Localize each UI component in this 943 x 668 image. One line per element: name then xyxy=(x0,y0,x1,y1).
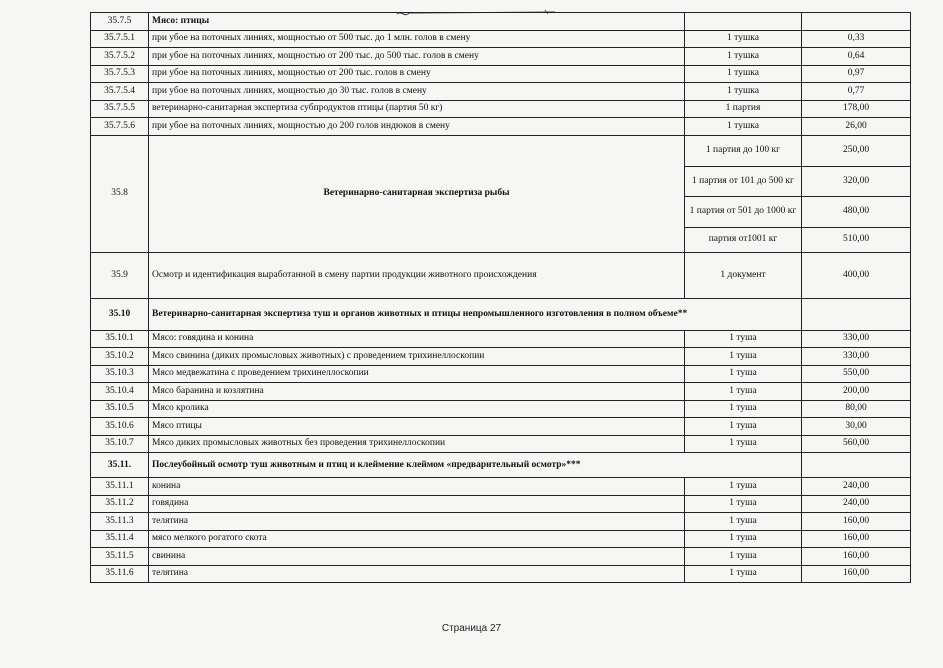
table-row xyxy=(91,565,911,583)
item-code: 35.7.5.5 xyxy=(91,100,149,118)
table-row xyxy=(91,513,911,531)
item-code: 35.11.1 xyxy=(91,478,149,496)
item-price: 178,00 xyxy=(802,100,911,118)
table-row xyxy=(91,348,911,366)
table-row xyxy=(91,83,911,101)
item-unit: 1 туша xyxy=(685,348,802,366)
item-description: ветеринарно-санитарная экспертиза субпродуктов птицы (партия 50 кг) xyxy=(149,100,685,118)
item-code: 35.10.1 xyxy=(91,330,149,348)
item-code: 35.11.4 xyxy=(91,530,149,548)
item-code: 35.11.3 xyxy=(91,513,149,531)
item-price: 330,00 xyxy=(802,348,911,366)
section-title: Послеубойный осмотр туш животным и птиц и клеймение клеймом «предварительный осмотр»*** xyxy=(149,453,802,478)
item-price: 0,97 xyxy=(802,65,911,83)
item-price: 240,00 xyxy=(802,495,911,513)
item-unit: 1 туша xyxy=(685,495,802,513)
item-code: 35.11.2 xyxy=(91,495,149,513)
item-code: 35.10.7 xyxy=(91,435,149,453)
item-unit: 1 тушка xyxy=(685,118,802,136)
page-number: Страница 27 xyxy=(441,623,502,634)
item-description: при убое на поточных линиях, мощностью от 200 тыс. до 500 тыс. голов в смену xyxy=(149,48,685,66)
table-row xyxy=(91,400,911,418)
item-description: Мясо баранина и козлятина xyxy=(149,383,685,401)
item-unit: 1 туша xyxy=(685,435,802,453)
table-row xyxy=(91,435,911,453)
item-unit: 1 туша xyxy=(685,330,802,348)
item-description: свинина xyxy=(149,548,685,566)
item-price: 510,00 xyxy=(802,227,911,252)
item-description: Ветеринарно-санитарная экспертиза рыбы xyxy=(149,135,685,252)
item-unit: 1 тушка xyxy=(685,65,802,83)
item-description: при убое на поточных линиях, мощностью от 200 тыс. голов в смену xyxy=(149,65,685,83)
item-unit: 1 туша xyxy=(685,548,802,566)
table-row xyxy=(91,383,911,401)
price-table xyxy=(90,12,911,583)
item-description: при убое на поточных линиях, мощностью до 200 голов индюков в смену xyxy=(149,118,685,136)
item-description: Мясо птицы xyxy=(149,418,685,436)
item-price: 0,64 xyxy=(802,48,911,66)
item-description: Осмотр и идентификация выработанной в смену партии продукции животного происхождения xyxy=(149,252,685,298)
item-code: 35.8 xyxy=(91,135,149,252)
table-row xyxy=(91,118,911,136)
item-price: 550,00 xyxy=(802,365,911,383)
item-price: 240,00 xyxy=(802,478,911,496)
item-description: телятина xyxy=(149,513,685,531)
item-unit: 1 партия от 101 до 500 кг xyxy=(685,166,802,196)
item-description: говядина xyxy=(149,495,685,513)
section-title: Ветеринарно-санитарная экспертиза туш и органов животных и птицы непромышленного изготовления в полном объеме** xyxy=(149,298,802,330)
item-price: 250,00 xyxy=(802,135,911,166)
empty-cell xyxy=(802,298,911,330)
item-price: 400,00 xyxy=(802,252,911,298)
item-unit: 1 тушка xyxy=(685,83,802,101)
item-price: 200,00 xyxy=(802,383,911,401)
table-row xyxy=(91,330,911,348)
item-unit: 1 партия до 100 кг xyxy=(685,135,802,166)
empty-cell xyxy=(802,453,911,478)
item-code: 35.10.4 xyxy=(91,383,149,401)
table-row xyxy=(91,495,911,513)
item-price: 160,00 xyxy=(802,548,911,566)
item-description: Мясо: птицы xyxy=(149,13,685,31)
table-row xyxy=(91,548,911,566)
table-row xyxy=(91,30,911,48)
table-row xyxy=(91,100,911,118)
item-code: 35.11.5 xyxy=(91,548,149,566)
item-description: Мясо кролика xyxy=(149,400,685,418)
item-description: мясо мелкого рогатого скота xyxy=(149,530,685,548)
table-row xyxy=(91,65,911,83)
item-unit: 1 партия xyxy=(685,100,802,118)
item-code: 35.10.3 xyxy=(91,365,149,383)
item-price: 320,00 xyxy=(802,166,911,196)
table-row xyxy=(91,365,911,383)
item-description: при убое на поточных линиях, мощностью до 30 тыс. голов в смену xyxy=(149,83,685,101)
item-price: 480,00 xyxy=(802,196,911,227)
item-unit: 1 тушка xyxy=(685,48,802,66)
table-row xyxy=(91,135,911,166)
table-row xyxy=(91,252,911,298)
item-price xyxy=(802,13,911,31)
item-unit: партия от1001 кг xyxy=(685,227,802,252)
table-row xyxy=(91,13,911,31)
item-code: 35.10.5 xyxy=(91,400,149,418)
item-code: 35.7.5.2 xyxy=(91,48,149,66)
item-price: 80,00 xyxy=(802,400,911,418)
item-description: телятина xyxy=(149,565,685,583)
item-description: Мясо диких промысловых животных без проведения трихинеллоскопии xyxy=(149,435,685,453)
item-code: 35.10.6 xyxy=(91,418,149,436)
item-code: 35.7.5.1 xyxy=(91,30,149,48)
item-unit: 1 туша xyxy=(685,400,802,418)
table-row xyxy=(91,478,911,496)
item-unit: 1 туша xyxy=(685,478,802,496)
item-unit: 1 туша xyxy=(685,530,802,548)
item-description: при убое на поточных линиях, мощностью от 500 тыс. до 1 млн. голов в смену xyxy=(149,30,685,48)
item-code: 35.9 xyxy=(91,252,149,298)
item-code: 35.7.5.6 xyxy=(91,118,149,136)
item-price: 160,00 xyxy=(802,513,911,531)
item-description: Мясо: говядина и конина xyxy=(149,330,685,348)
item-price: 560,00 xyxy=(802,435,911,453)
section-header-row xyxy=(91,298,911,330)
section-code: 35.11. xyxy=(91,453,149,478)
item-price: 26,00 xyxy=(802,118,911,136)
item-price: 330,00 xyxy=(802,330,911,348)
section-header-row xyxy=(91,453,911,478)
item-unit: 1 туша xyxy=(685,418,802,436)
item-unit: 1 туша xyxy=(685,565,802,583)
item-price: 0,33 xyxy=(802,30,911,48)
item-unit: 1 туша xyxy=(685,383,802,401)
item-unit: 1 туша xyxy=(685,513,802,531)
item-description: конина xyxy=(149,478,685,496)
item-code: 35.7.5.4 xyxy=(91,83,149,101)
item-unit: 1 партия от 501 до 1000 кг xyxy=(685,196,802,227)
item-unit: 1 туша xyxy=(685,365,802,383)
item-description: Мясо медвежатина с проведением трихинеллоскопии xyxy=(149,365,685,383)
item-description: Мясо свинина (диких промысловых животных) с проведением трихинеллоскопии xyxy=(149,348,685,366)
item-code: 35.7.5.3 xyxy=(91,65,149,83)
section-code: 35.10 xyxy=(91,298,149,330)
item-unit: 1 тушка xyxy=(685,30,802,48)
item-code: 35.11.6 xyxy=(91,565,149,583)
item-unit xyxy=(685,13,802,31)
item-code: 35.10.2 xyxy=(91,348,149,366)
item-price: 0,77 xyxy=(802,83,911,101)
item-price: 30,00 xyxy=(802,418,911,436)
table-row xyxy=(91,48,911,66)
item-price: 160,00 xyxy=(802,565,911,583)
table-row xyxy=(91,530,911,548)
item-unit: 1 документ xyxy=(685,252,802,298)
item-price: 160,00 xyxy=(802,530,911,548)
table-row xyxy=(91,418,911,436)
item-code: 35.7.5 xyxy=(91,13,149,31)
